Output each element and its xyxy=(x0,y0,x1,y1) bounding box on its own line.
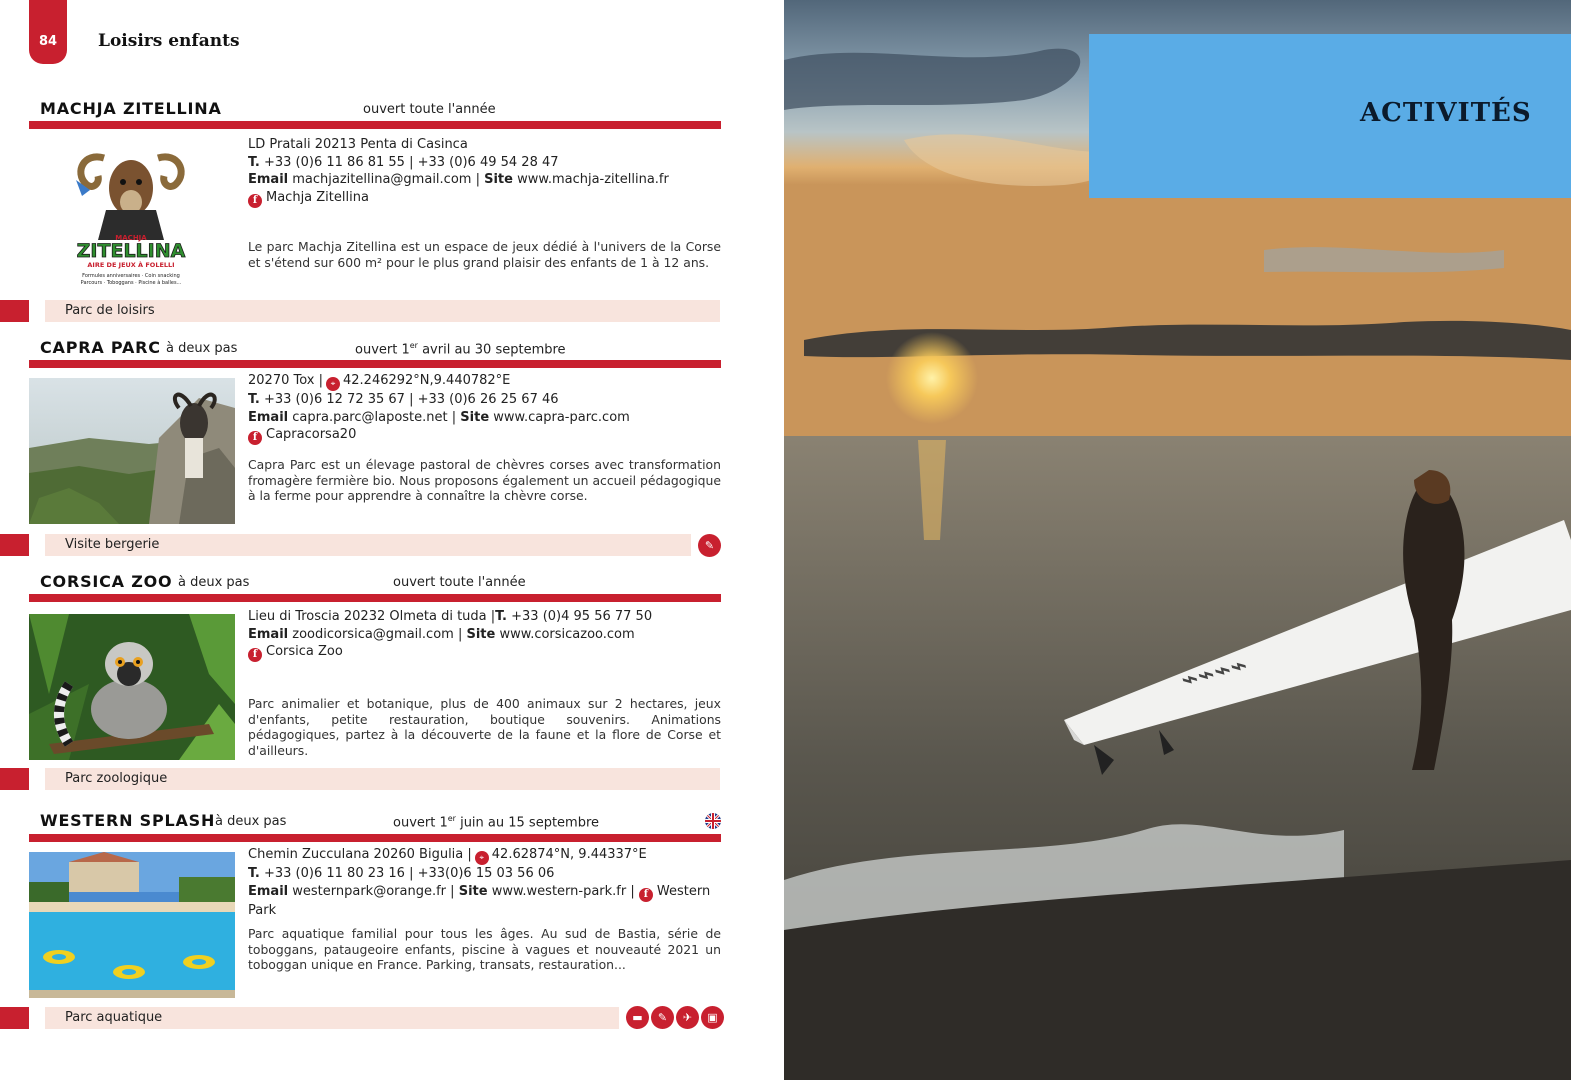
listing-title: WESTERN SPLASH xyxy=(40,811,216,830)
listing-address: Lieu di Troscia 20232 Olmeta di tuda | xyxy=(248,609,496,624)
machja-logo xyxy=(56,140,206,290)
listing-phone: +33 (0)4 95 56 77 50 xyxy=(511,609,653,624)
listing-category: Visite bergerie xyxy=(45,534,691,556)
page-number: 84 xyxy=(29,0,67,64)
listing-distance: à deux pas xyxy=(178,575,250,590)
listing-email[interactable]: westernpark@orange.fr xyxy=(292,883,447,899)
listing-opening: ouvert toute l'année xyxy=(393,575,526,590)
listing-site[interactable]: www.machja-zitellina.fr xyxy=(517,172,669,187)
listing-site[interactable]: www.corsicazoo.com xyxy=(499,626,635,642)
listing-description: Parc aquatique familial pour tous les âges. Au sud de Bastia, série de toboggans, pataugeoire enfants, piscine à vagues et nouveauté 2021 un toboggan unique en France. Parking, transats, restauration... xyxy=(248,926,721,973)
listing-phone-line: T. +33 (0)6 11 80 23 16 | +33(0)6 15 03 56 06 xyxy=(248,866,555,881)
listing-address-line xyxy=(248,846,723,865)
title-rule xyxy=(29,360,721,368)
listing-opening: ouvert 1er juin au 15 septembre xyxy=(393,814,600,831)
listing-address: Chemin Zucculana 20260 Bigulia | xyxy=(248,847,472,862)
facebook-icon: f xyxy=(248,648,262,662)
listing-web-line: Email machjazitellina@gmail.com | Site www.machja-zitellina.fr xyxy=(248,172,669,187)
category-marker xyxy=(0,534,29,556)
listing-description: Capra Parc est un élevage pastoral de chèvres corses avec transformation fromagère fermière bio. Nous proposons également un accueil pédagogique à la ferme pour apprendre à connaître la chèvre corse. xyxy=(248,457,722,504)
listing-facebook-line xyxy=(248,643,723,662)
title-rule xyxy=(29,834,721,842)
listing-email[interactable]: capra.parc@laposte.net xyxy=(292,409,448,425)
listing-address-line: Lieu di Troscia 20232 Olmeta di tuda |T. +33 (0)4 95 56 77 50 xyxy=(248,609,653,624)
voucher-badge-icon: ✎ xyxy=(698,534,721,557)
listing-web-line: Email capra.parc@laposte.net | Site www.capra-parc.com xyxy=(248,409,630,425)
listing-distance: à deux pas xyxy=(166,341,238,356)
listing-site[interactable]: www.capra-parc.com xyxy=(493,409,630,425)
listing-gps: 42.62874°N, 9.44337°E xyxy=(491,847,647,862)
facebook-icon: f xyxy=(248,431,262,445)
listing-phone-line: T. +33 (0)6 11 86 81 55 | +33 (0)6 49 54 28 47 xyxy=(248,154,559,170)
title-rule xyxy=(29,121,721,129)
listing-opening: ouvert toute l'année xyxy=(363,102,496,117)
listing-email[interactable]: machjazitellina@gmail.com xyxy=(292,172,472,187)
listing-phone: +33 (0)6 12 72 35 67 | +33 (0)6 26 25 67 46 xyxy=(263,392,559,407)
activities-title: ACTIVITÉS xyxy=(1360,98,1532,128)
listing-description: Parc animalier et botanique, plus de 400 animaux sur 2 hectares, jeux d'enfants, petite restauration, boutique souvenirs. Animations pédagogiques, partez à la découverte de la faune et la flore de Corse et d'ailleurs. xyxy=(248,696,721,758)
card-payment-icon: ▬ xyxy=(626,1006,649,1029)
listing-address-line: 20270 Tox | ⌖ 42.246292°N,9.440782°E xyxy=(248,372,723,391)
listing-facebook[interactable]: Capracorsa20 xyxy=(266,427,357,442)
bird-icon: ✈ xyxy=(676,1006,699,1029)
listing-address: 20270 Tox xyxy=(248,373,315,388)
listing-site[interactable]: www.western-park.fr xyxy=(491,883,627,899)
listing-contact xyxy=(248,136,723,208)
facebook-icon: f xyxy=(248,194,262,208)
listing-web-line: Email westernpark@orange.fr | Site www.western-park.fr | f Western Park xyxy=(248,883,711,918)
capra-photo xyxy=(29,378,235,524)
facebook-icon: f xyxy=(639,888,653,902)
listing-distance: à deux pas xyxy=(215,814,287,829)
listing-category: Parc de loisirs xyxy=(45,300,720,322)
logo-line1: Formules anniversaires · Coin snacking xyxy=(82,273,180,279)
listing-facebook[interactable]: Western Park xyxy=(248,883,711,918)
ticket-icon: ▣ xyxy=(701,1006,724,1029)
listing-email[interactable]: zoodicorsica@gmail.com xyxy=(292,626,454,642)
listing-description: Le parc Machja Zitellina est un espace de jeux dédié à l'univers de la Corse et s'étend sur 600 m² pour le plus grand plaisir des enfants de 1 à 12 ans. xyxy=(248,239,721,270)
listing-category: Parc aquatique xyxy=(45,1007,619,1029)
section-title: Loisirs enfants xyxy=(98,31,240,51)
listing-title: CAPRA PARC xyxy=(40,338,161,357)
logo-sub: AIRE DE JEUX À FOLELLI xyxy=(87,261,175,269)
title-rule xyxy=(29,594,721,602)
lemur-photo xyxy=(29,614,235,760)
gps-icon: ⌖ xyxy=(326,377,340,391)
listing-facebook[interactable]: Machja Zitellina xyxy=(266,189,369,205)
listing-facebook-line xyxy=(248,189,723,208)
svg-text:⌁⌁⌁⌁: ⌁⌁⌁⌁ xyxy=(1177,647,1251,697)
waterpark-photo xyxy=(29,852,235,998)
listing-category: Parc zoologique xyxy=(45,768,720,790)
left-page xyxy=(0,0,784,1080)
listing-phone: +33 (0)6 11 86 81 55 | +33 (0)6 49 54 28 47 xyxy=(263,154,559,170)
english-flag-icon xyxy=(705,813,721,829)
category-marker xyxy=(0,768,29,790)
category-marker xyxy=(0,300,29,322)
listing-contact xyxy=(248,608,723,662)
listing-contact xyxy=(248,846,723,919)
listing-title: CORSICA ZOO xyxy=(40,572,173,591)
listing-address: LD Pratali 20213 Penta di Casinca xyxy=(248,137,468,152)
listing-facebook-line xyxy=(248,426,723,445)
listing-phone: +33 (0)6 11 80 23 16 | +33(0)6 15 03 56 06 xyxy=(263,866,555,881)
category-marker xyxy=(0,1007,29,1029)
logo-top: MACHJA xyxy=(115,234,147,242)
listing-opening: ouvert 1er avril au 30 septembre xyxy=(355,341,566,358)
listing-facebook[interactable]: Corsica Zoo xyxy=(266,644,343,659)
right-page xyxy=(784,0,1571,1080)
gps-icon: ⌖ xyxy=(475,851,489,865)
listing-contact xyxy=(248,372,723,445)
listing-gps: 42.246292°N,9.440782°E xyxy=(343,373,511,388)
logo-line2: Parcours · Toboggans · Piscine à balles... xyxy=(80,280,182,286)
listing-web-line: Email zoodicorsica@gmail.com | Site www.corsicazoo.com xyxy=(248,626,635,642)
voucher-badge-icon: ✎ xyxy=(651,1006,674,1029)
listing-title: MACHJA ZITELLINA xyxy=(40,99,222,118)
logo-main: ZITELLINA xyxy=(76,240,186,262)
listing-phone-line: T. +33 (0)6 12 72 35 67 | +33 (0)6 26 25 67 46 xyxy=(248,392,559,407)
